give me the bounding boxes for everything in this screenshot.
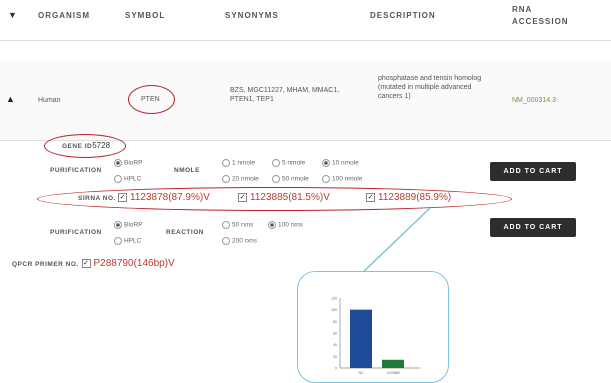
nmole-option-50[interactable]: 50 nmole (272, 175, 309, 183)
y-tick-label: 60 (333, 331, 337, 336)
qpcr-purification-label: PURIFICATION (50, 229, 102, 236)
header-organism[interactable]: ORGANISM (38, 11, 90, 20)
nmole-option-100[interactable]: 100 nmole (322, 175, 362, 183)
checkbox-checked-icon[interactable]: ✓ (83, 259, 89, 267)
sirna-pct: (81.5%) (288, 192, 324, 203)
checkbox-checked-icon[interactable]: ✓ (119, 193, 126, 201)
header-rna-accession[interactable]: RNA ACCESSION (512, 5, 569, 26)
header-description[interactable]: DESCRIPTION (370, 11, 436, 20)
symbol-cell: PTEN (141, 96, 160, 103)
description-cell: phosphatase and tensin homolog (mutated in multiple advanced cancers 1) (378, 75, 482, 100)
qpcr-add-to-cart-button[interactable]: ADD TO CART (490, 218, 576, 237)
y-tick-label: 100 (331, 308, 337, 313)
x-tick-label: 1123889 (386, 371, 400, 375)
sirna-pct: (87.9%) (168, 192, 204, 203)
qpcr-primer-suffix: V (168, 258, 175, 269)
sirna-add-to-cart-button[interactable]: ADD TO CART (490, 162, 576, 181)
sirna-purification-label: PURIFICATION (50, 167, 102, 174)
bar (350, 310, 372, 368)
x-tick-label: NC (358, 371, 364, 375)
sirna-purification-option-hplc[interactable]: HPLC (114, 175, 141, 183)
reaction-label: REACTION (166, 229, 204, 236)
organism-cell: Human (38, 97, 61, 104)
expand-arrow-icon[interactable]: ▲ (6, 94, 15, 104)
sirna-purification-option-biorp[interactable]: BioRP (114, 159, 142, 167)
qpcr-purification-option-hplc[interactable]: HPLC (114, 237, 141, 245)
popup-chart-frame (297, 271, 449, 383)
checkbox-checked-icon[interactable]: ✓ (367, 193, 374, 201)
synonyms-cell: BZS, MGC11227, MHAM, MMAC1, PTEN1, TEP1 (230, 87, 340, 103)
qpcr-primer-size: (146bp) (133, 258, 169, 269)
checkbox-checked-icon[interactable]: ✓ (239, 193, 246, 201)
sirna-id[interactable]: 1123885 (250, 192, 289, 203)
y-tick-label: 0 (335, 366, 337, 371)
header-synonyms[interactable]: SYNONYMS (225, 11, 279, 20)
y-tick-label: 20 (333, 354, 337, 359)
sirna-no-label: SIRNA NO. (78, 195, 116, 202)
reaction-option-50[interactable]: 50 rxns (222, 221, 253, 229)
nmole-option-20[interactable]: 20 nmole (222, 175, 259, 183)
reaction-option-100[interactable]: 100 rxns (268, 221, 303, 229)
gene-id-value: 5728 (92, 141, 111, 150)
knockdown-bar-chart (298, 272, 448, 382)
nmole-label: NMOLE (174, 167, 200, 174)
qpcr-purification-option-biorp[interactable]: BioRP (114, 221, 142, 229)
nmole-option-5[interactable]: 5 nmole (272, 159, 305, 167)
bar (382, 360, 404, 368)
sirna-suffix: V (203, 192, 210, 203)
sort-arrow-icon[interactable]: ▼ (8, 10, 17, 20)
y-tick-label: 120 (331, 296, 337, 301)
sirna-id[interactable]: 1123878 (130, 192, 169, 203)
y-tick-label: 80 (333, 319, 337, 324)
y-tick-label: 40 (333, 343, 337, 348)
rna-accession-link[interactable]: NM_000314.3 (512, 97, 556, 104)
qpcr-primer-id[interactable]: P288790 (93, 258, 134, 269)
header-symbol[interactable]: SYMBOL (125, 11, 166, 20)
reaction-option-200[interactable]: 200 rxns (222, 237, 257, 245)
nmole-option-1[interactable]: 1 nmole (222, 159, 255, 167)
nmole-option-10[interactable]: 10 nmole (322, 159, 359, 167)
gene-id-label: GENE ID (62, 143, 93, 150)
sirna-id[interactable]: 1123889 (378, 192, 417, 203)
sirna-suffix: V (323, 192, 330, 203)
sirna-pct: (85.9%) (416, 192, 452, 203)
qpcr-primer-label: QPCR PRIMER NO. (12, 261, 79, 268)
